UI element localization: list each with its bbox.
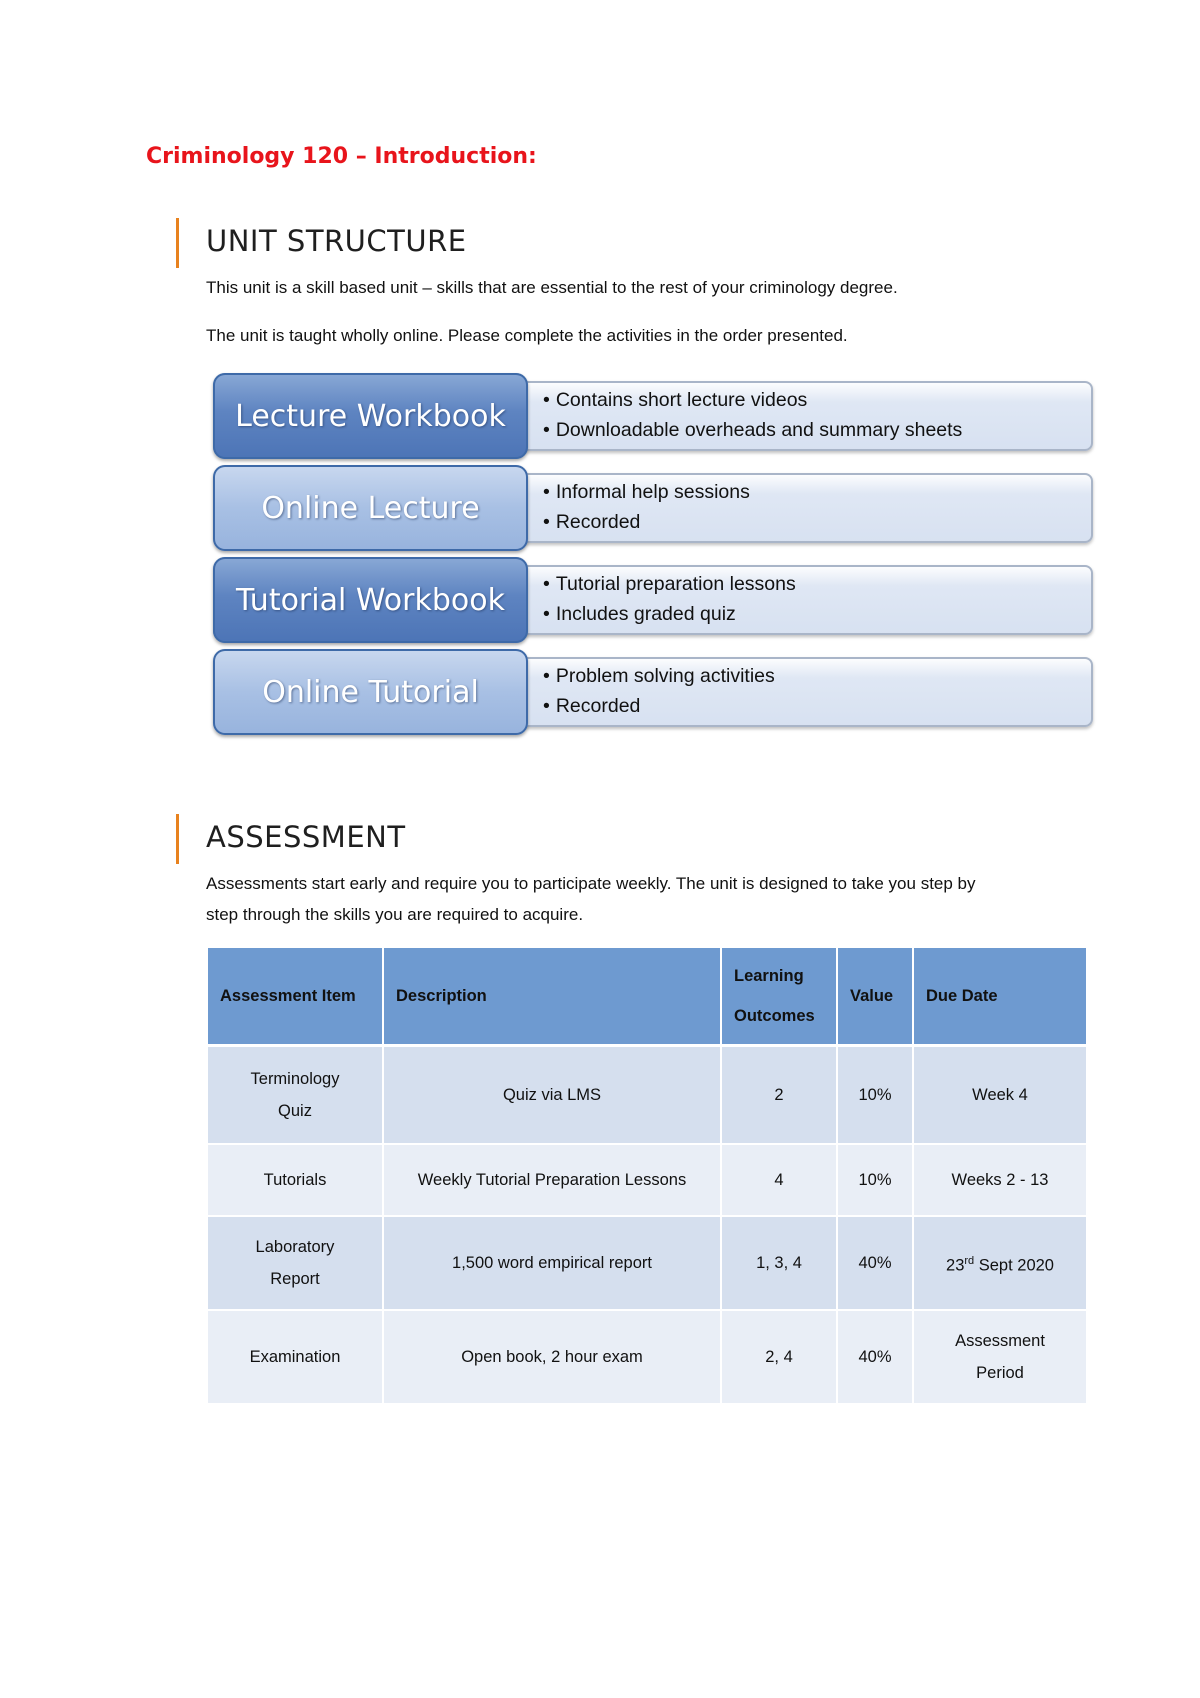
due-ordinal: rd: [964, 1254, 975, 1267]
diagram-panel: [513, 565, 1093, 635]
assessment-description-line-1: Assessments start early and require you to participate weekly. The unit is designed to take you step by: [206, 874, 976, 893]
cell-description: 1,500 word empirical report: [384, 1217, 722, 1311]
table-row: [208, 1145, 1086, 1217]
diagram-row-online-tutorial: [213, 649, 1098, 737]
cell-due: [914, 1311, 1086, 1405]
table-row: [208, 1311, 1086, 1405]
diagram-panel: [513, 381, 1093, 451]
section-accent-bar: [176, 218, 179, 268]
cell-outcomes: 2: [722, 1047, 838, 1145]
cell-due: Weeks 2 - 13: [914, 1145, 1086, 1217]
diagram-bullet: • Recorded: [543, 691, 1093, 721]
column-header: Due Date: [914, 948, 1086, 1047]
diagram-bullet: • Includes graded quiz: [543, 599, 1093, 629]
diagram-bullet: • Problem solving activities: [543, 661, 1093, 691]
unit-structure-heading: UNIT STRUCTURE: [206, 224, 467, 258]
cell-item: [208, 1217, 384, 1311]
diagram-box-label: Online Tutorial: [262, 674, 479, 710]
cell-due: Week 4: [914, 1047, 1086, 1145]
cell-description: Quiz via LMS: [384, 1047, 722, 1145]
column-header: [722, 948, 838, 1047]
cell-item: Examination: [208, 1311, 384, 1405]
diagram-box-label: Tutorial Workbook: [236, 582, 505, 618]
cell-value: 40%: [838, 1217, 914, 1311]
diagram-box-label: Lecture Workbook: [235, 398, 506, 434]
assessment-table: [208, 948, 1086, 1405]
diagram-box: [213, 465, 528, 551]
diagram-panel: [513, 473, 1093, 543]
page-title: Criminology 120 – Introduction:: [146, 144, 537, 169]
column-header: Description: [384, 948, 722, 1047]
column-header: Value: [838, 948, 914, 1047]
due-day: 23: [946, 1256, 965, 1275]
unit-online-note: The unit is taught wholly online. Please complete the activities in the order presented.: [206, 326, 848, 345]
diagram-bullet: • Contains short lecture videos: [543, 385, 1093, 415]
diagram-bullet: • Downloadable overheads and summary sheets: [543, 415, 1093, 445]
cell-text: Terminology Quiz: [250, 1070, 340, 1120]
cell-text: Laboratory Report: [255, 1238, 335, 1288]
diagram-box-label: Online Lecture: [261, 490, 480, 526]
diagram-bullet: • Informal help sessions: [543, 477, 1093, 507]
cell-description: Weekly Tutorial Preparation Lessons: [384, 1145, 722, 1217]
cell-text: Assessment Period: [955, 1332, 1045, 1382]
table-row: [208, 1217, 1086, 1311]
cell-value: 10%: [838, 1145, 914, 1217]
diagram-box: [213, 649, 528, 735]
diagram-box: [213, 373, 528, 459]
cell-value: 10%: [838, 1047, 914, 1145]
cell-value: 40%: [838, 1311, 914, 1405]
unit-description: This unit is a skill based unit – skills that are essential to the rest of your criminology degree.: [206, 278, 898, 297]
diagram-bullet: • Tutorial preparation lessons: [543, 569, 1093, 599]
table-row: [208, 1047, 1086, 1145]
cell-item: [208, 1047, 384, 1145]
column-header-text: Learning Outcomes: [734, 967, 815, 1025]
diagram-box: [213, 557, 528, 643]
cell-outcomes: 2, 4: [722, 1311, 838, 1405]
column-header: Assessment Item: [208, 948, 384, 1047]
table-header-row: [208, 948, 1086, 1047]
cell-outcomes: 1, 3, 4: [722, 1217, 838, 1311]
cell-item: Tutorials: [208, 1145, 384, 1217]
due-month-year: Sept 2020: [974, 1256, 1054, 1275]
cell-description: Open book, 2 hour exam: [384, 1311, 722, 1405]
diagram-row-lecture-workbook: [213, 373, 1098, 461]
assessment-description-line-2: step through the skills you are required to acquire.: [206, 905, 584, 924]
diagram-row-online-lecture: [213, 465, 1098, 553]
diagram-bullet: • Recorded: [543, 507, 1093, 537]
cell-due: [914, 1217, 1086, 1311]
section-accent-bar: [176, 814, 179, 864]
diagram-panel: [513, 657, 1093, 727]
cell-outcomes: 4: [722, 1145, 838, 1217]
diagram-row-tutorial-workbook: [213, 557, 1098, 645]
assessment-heading: ASSESSMENT: [206, 820, 406, 854]
